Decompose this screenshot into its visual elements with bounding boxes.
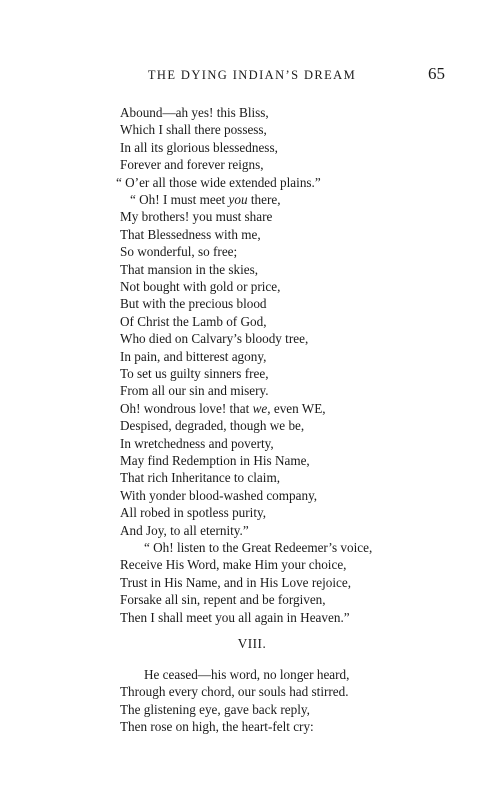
verse-line-tail: there, bbox=[247, 192, 281, 207]
verse-line: In pain, and bitterest agony, bbox=[120, 348, 267, 364]
verse-line: So wonderful, so free; bbox=[120, 244, 238, 260]
verse-line: That Blessedness with me, bbox=[120, 226, 261, 242]
verse-line: “ Oh! listen to the Great Redeemer’s voice, bbox=[144, 540, 373, 555]
verse-line: That mansion in the skies, bbox=[120, 261, 259, 277]
verse-line: Forsake all sin, repent and be forgiven, bbox=[120, 592, 326, 608]
verse-line-tail: , even WE, bbox=[267, 400, 326, 416]
verse-line: And Joy, to all eternity.” bbox=[120, 522, 249, 538]
verse-line: May find Redemption in His Name, bbox=[120, 453, 310, 468]
verse-line: Despised, degraded, though we be, bbox=[120, 418, 305, 434]
verse-line: Which I shall there possess, bbox=[120, 122, 267, 138]
verse-line: In all its glorious blessedness, bbox=[120, 139, 278, 155]
verse-line: To set us guilty sinners free, bbox=[120, 366, 269, 381]
verse-line: Then rose on high, the heart-felt cry: bbox=[120, 719, 314, 735]
verse-line: Who died on Calvary’s bloody tree, bbox=[120, 331, 309, 347]
running-title: THE DYING INDIAN’S DREAM bbox=[147, 68, 357, 82]
verse-line: But with the precious blood bbox=[120, 296, 267, 312]
verse-line: Forever and forever reigns, bbox=[120, 157, 264, 173]
emphasis-we: we bbox=[252, 400, 268, 416]
verse-line: Receive His Word, make Him your choice, bbox=[120, 557, 347, 573]
verse-line: “ O’er all those wide extended plains.” bbox=[116, 174, 321, 190]
verse-line: That rich Inheritance to claim, bbox=[120, 470, 281, 486]
verse-line: Trust in His Name, and in His Love rejoice, bbox=[120, 574, 351, 590]
verse-line: Then I shall meet you all again in Heaven.” bbox=[120, 609, 350, 625]
page-number: 65 bbox=[428, 64, 445, 83]
verse-line: My brothers! you must share bbox=[120, 209, 273, 225]
verse-line bbox=[120, 400, 326, 417]
verse-line: Through every chord, our souls had stirred. bbox=[120, 684, 349, 700]
verse-line: Of Christ the Lamb of God, bbox=[120, 313, 267, 329]
verse-line: From all our sin and misery. bbox=[120, 383, 269, 399]
verse-line: Not bought with gold or price, bbox=[120, 279, 281, 294]
running-head bbox=[0, 64, 504, 88]
emphasis-you: you bbox=[228, 192, 248, 207]
verse-line: With yonder blood-washed company, bbox=[120, 487, 318, 503]
section-heading: VIII. bbox=[237, 636, 267, 651]
verse-line-text: “ Oh! I must meet bbox=[130, 192, 229, 207]
verse-line: In wretchedness and poverty, bbox=[120, 435, 274, 451]
verse-line: All robed in spotless purity, bbox=[120, 505, 267, 521]
verse-line bbox=[130, 191, 281, 208]
verse-line: He ceased—his word, no longer heard, bbox=[144, 667, 350, 682]
verse-line: The glistening eye, gave back reply, bbox=[120, 701, 310, 717]
verse-line: Abound—ah yes! this Bliss, bbox=[120, 105, 269, 120]
verse-line-text: Oh! wondrous love! that bbox=[120, 400, 253, 416]
